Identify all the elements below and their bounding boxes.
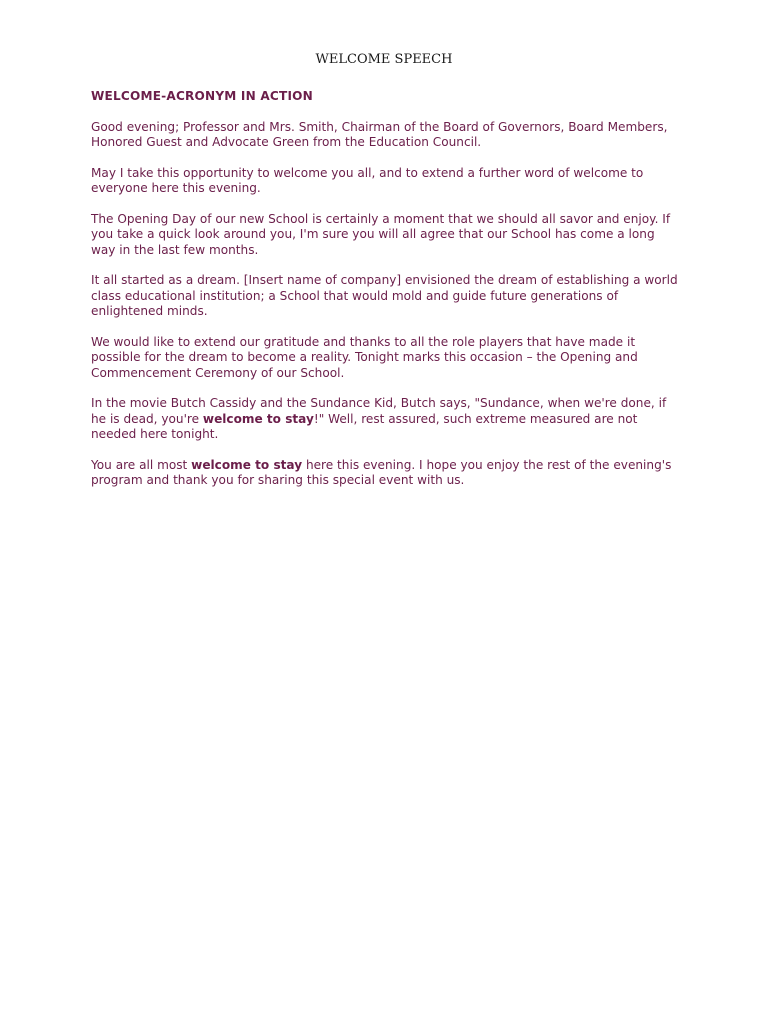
- paragraph-dream: It all started as a dream. [Insert name of company] envisioned the dream of establishing a world class educational institution; a School that would mold and guide future generations of enlightened minds.: [91, 273, 678, 318]
- paragraph-movie-quote-before: In the movie Butch Cassidy and the Sundance Kid, Butch says, "Sundance, when we're done, if he is dead, you're: [91, 396, 667, 426]
- paragraph-closing: [91, 458, 681, 489]
- paragraph-gratitude: We would like to extend our gratitude and thanks to all the role players that have made it possible for the dream to become a reality. Tonight marks this occasion – the Opening and Commencement Ceremony of our School.: [91, 334, 638, 380]
- paragraph-closing-after: here this evening. I hope you enjoy the rest of the evening's program and thank you for sharing this special event with us.: [91, 457, 672, 487]
- paragraph-opening-day: The Opening Day of our new School is certainly a moment that we should all savor and enjoy. If you take a quick look around you, I'm sure you will all agree that our School has come a long way in the last few months.: [91, 211, 671, 257]
- paragraph-welcome: May I take this opportunity to welcome you all, and to extend a further word of welcome to everyone here this evening.: [91, 165, 644, 195]
- document-body: [91, 89, 681, 504]
- page-title: WELCOME SPEECH: [315, 52, 453, 67]
- paragraph-closing-emphasis: welcome to stay: [191, 457, 303, 472]
- paragraph-greeting: Good evening; Professor and Mrs. Smith, Chairman of the Board of Governors, Board Members, Honored Guest and Advocate Green from the Education Council.: [91, 119, 668, 149]
- paragraph-movie-quote-emphasis: welcome to stay: [202, 411, 314, 426]
- paragraph-movie-quote: [91, 396, 681, 443]
- section-heading: WELCOME-ACRONYM IN ACTION: [91, 89, 313, 103]
- paragraph-movie-quote-after: !" Well, rest assured, such extreme measured are not needed here tonight.: [91, 411, 638, 441]
- paragraph-closing-before: You are all most: [91, 457, 192, 472]
